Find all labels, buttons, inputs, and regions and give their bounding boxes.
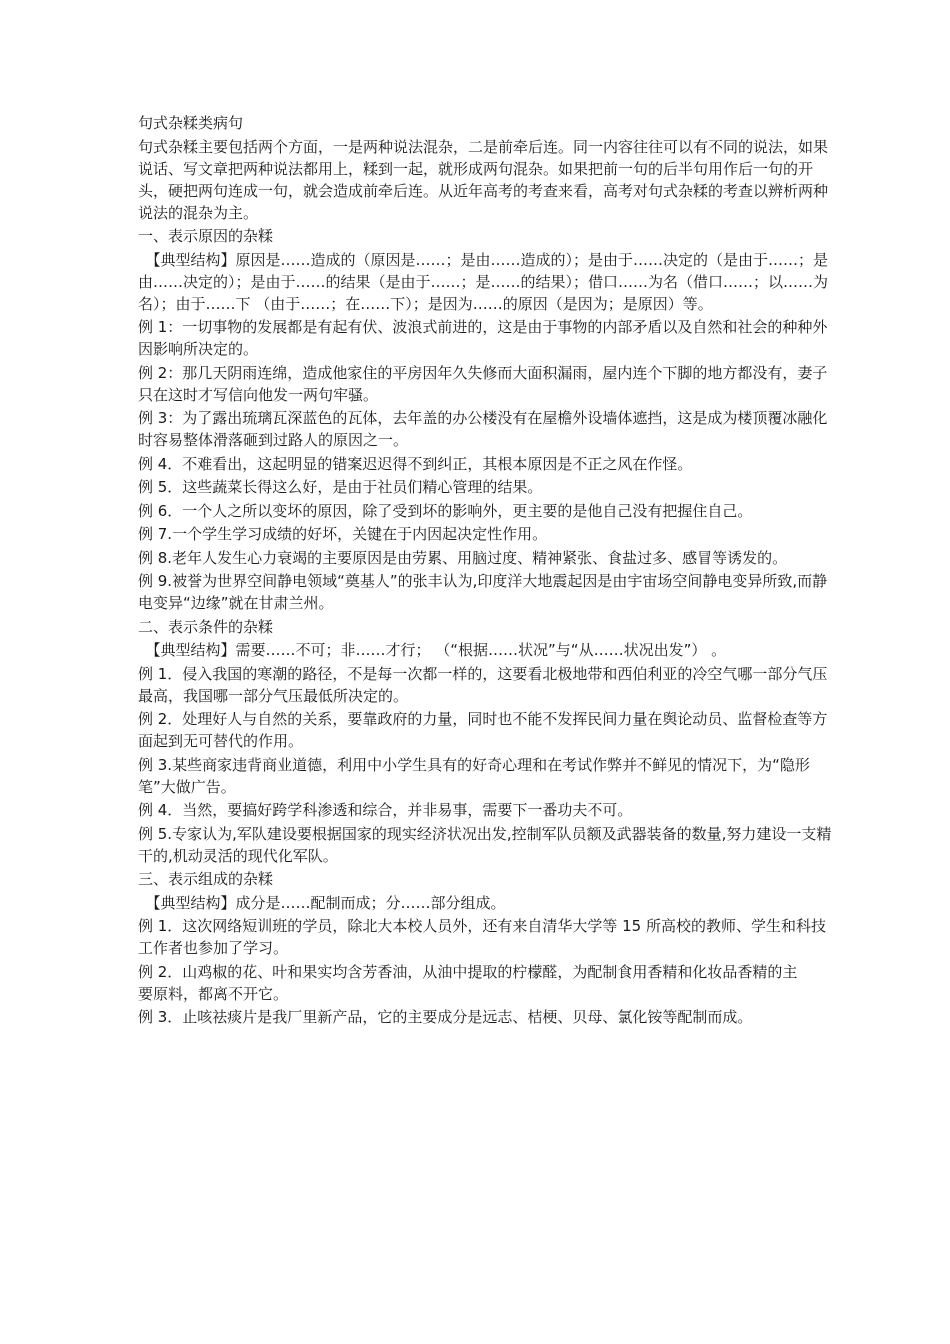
example-item: 例 2．山鸡椒的花、叶和果实均含芳香油，从油中提取的柠檬醛，为配制食用香精和化妆品香精的主要原料，都离不开它。 xyxy=(138,962,798,1003)
example-item: 例 3．止咳祛痰片是我厂里新产品，它的主要成分是远志、桔梗、贝母、氯化铵等配制而成。 xyxy=(138,1008,753,1026)
example-item: 例 5.专家认为,军队建设要根据国家的现实经济状况出发,控制军队员额及武器装备的数量,努力建设一支精干的,机动灵活的现代化军队。 xyxy=(138,824,832,865)
example-item: 例 7.一个学生学习成绩的好坏，关键在于内因起决定性作用。 xyxy=(138,525,548,543)
example-item: 例 2：那几天阴雨连绵，造成他家住的平房因年久失修而大面积漏雨，屋内连个下脚的地方都没有，妻子只在这时才写信向他发一两句牢骚。 xyxy=(138,363,828,404)
example-item: 例 2．处理好人与自然的关系，要靠政府的力量，同时也不能不发挥民间力量在舆论动员、监督检查等方面起到无可替代的作用。 xyxy=(138,710,828,750)
example-item: 例 6．一个人之所以变坏的原因，除了受到坏的影响外，更主要的是他自己没有把握住自己。 xyxy=(138,501,753,520)
section-heading-composition: 三、表示组成的杂糅 xyxy=(138,870,274,888)
typical-structure-condition: 【典型结构】需要……不可；非……才行； （“根据……状况”与“从……状况出发”） 。 xyxy=(145,641,727,659)
example-item: 例 4．不难看出，这起明显的错案迟迟得不到纠正，其根本原因是不正之风在作怪。 xyxy=(138,454,693,473)
example-item: 例 1．侵入我国的寒潮的路径，不是每一次都一样的，这要看北极地带和西伯利亚的冷空气哪一部分气压最高，我国哪一部分气压最低所决定的。 xyxy=(138,664,828,705)
typical-structure-cause: 【典型结构】原因是……造成的（原因是……；是由……造成的）；是由于……决定的（是由于……；是由……决定的）；是由于……的结果（是由于……；是……的结果）；借口……为名（借口……；以……为名）；由于……下 （由于……；在……下）；是因为……的原因（是因为；是原因）等。 xyxy=(138,250,829,313)
section-heading-cause: 一、表示原因的杂糅 xyxy=(138,227,274,245)
example-item: 例 4．当然，要搞好跨学科渗透和综合，并非易事，需要下一番功夫不可。 xyxy=(138,801,633,819)
example-item: 例 5．这些蔬菜长得这么好，是由于社员们精心管理的结果。 xyxy=(138,478,543,496)
example-item: 例 9.被誉为世界空间静电领域“奠基人”的张丰认为,印度洋大地震起因是由宇宙场空间静电变异所致,而静电变异“边缘”就在甘肃兰州。 xyxy=(138,572,828,612)
example-item: 例 3：为了露出琉璃瓦深蓝色的瓦体，去年盖的办公楼没有在屋檐外设墙体遮挡，这是成为楼顶覆冰融化时容易整体滑落砸到过路人的原因之一。 xyxy=(138,409,828,449)
document-page xyxy=(138,112,838,1030)
example-item: 例 1．这次网络短训班的学员，除北大本校人员外，还有来自清华大学等 15 所高校的教师、学生和科技工作者也参加了学习。 xyxy=(138,917,826,957)
intro-paragraph: 句式杂糅主要包括两个方面，一是两种说法混杂，二是前牵后连。同一内容往往可以有不同的说法，如果说话、写文章把两种说法都用上，糅到一起，就形成两句混杂。如果把前一句的后半句用作后一句的开头，硬把两句连成一句，就会造成前牵后连。从近年高考的考查来看，高考对句式杂糅的考查以辨析两种说法的混杂为主。 xyxy=(138,137,829,222)
example-item: 例 1：一切事物的发展都是有起有伏、波浪式前进的，这是由于事物的内部矛盾以及自然和社会的种种外因影响所决定的。 xyxy=(138,318,828,358)
typical-structure-composition: 【典型结构】成分是……配制而成；分……部分组成。 xyxy=(145,893,506,912)
section-heading-condition: 二、表示条件的杂糅 xyxy=(138,617,274,636)
example-item: 例 3.某些商家违背商业道德，利用中小学生具有的好奇心理和在考试作弊并不鲜见的情况下，为“隐形笔”大做广告。 xyxy=(138,755,810,796)
document-title: 句式杂糅类病句 xyxy=(138,114,244,132)
example-item: 例 8.老年人发生心力衰竭的主要原因是由劳累、用脑过度、精神紧张、食盐过多、感冒等诱发的。 xyxy=(138,548,788,567)
